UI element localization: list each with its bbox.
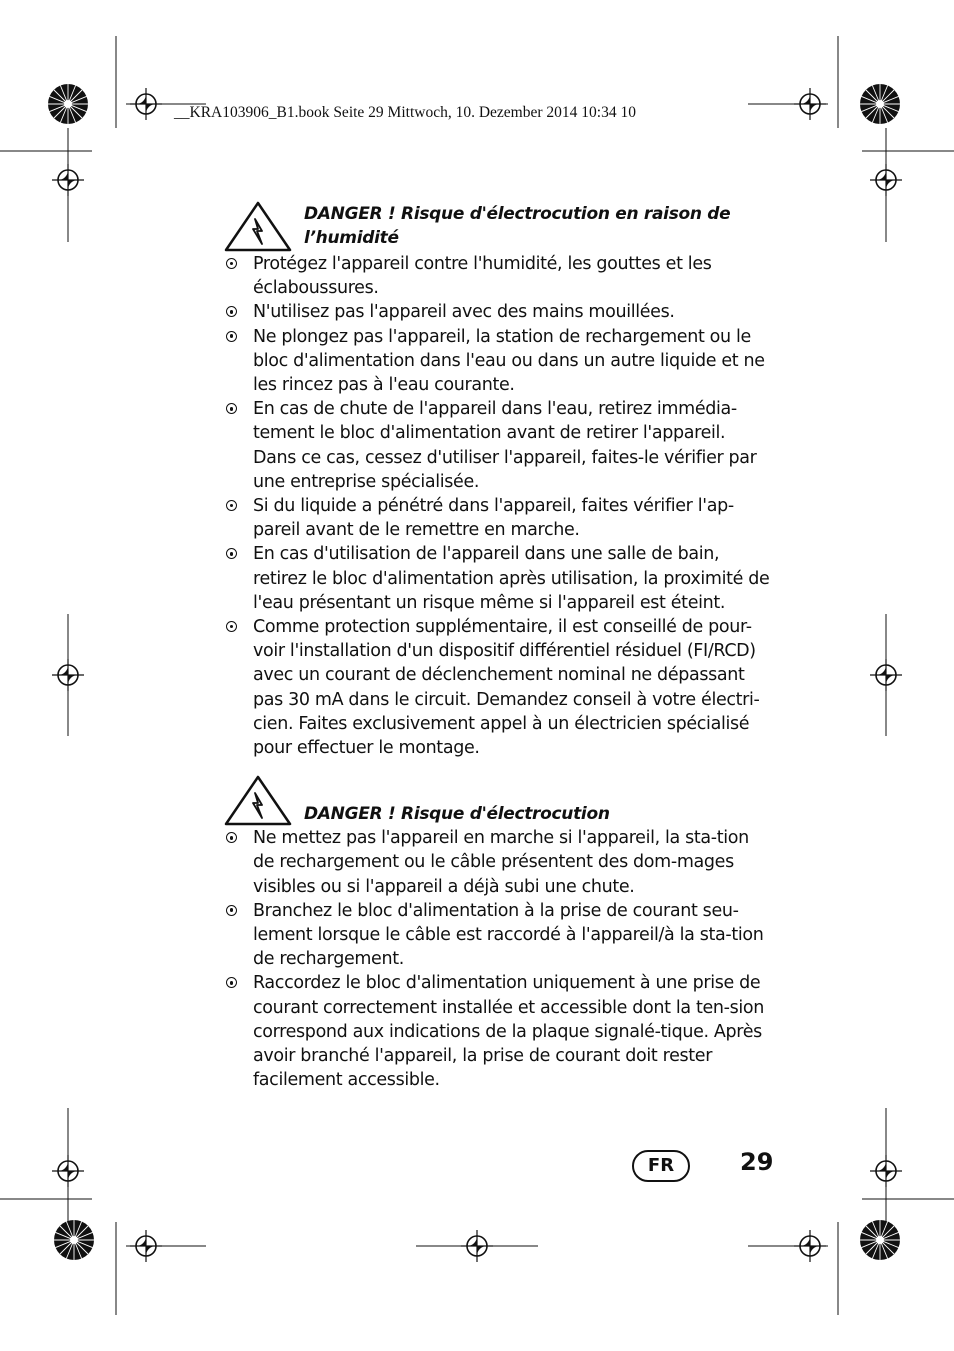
bullet-icon [226,832,237,843]
bullet-icon [226,621,237,632]
bullet-icon [226,403,237,414]
safety-instructions [224,200,772,1093]
warning-title: DANGER ! Risque d'électrocution [304,804,610,825]
page-number: 29 [740,1148,774,1176]
warning-title: DANGER ! Risque d'électrocution en raison de l’humidité [304,204,731,248]
bullet-icon [226,258,237,269]
bullet-icon [226,977,237,988]
list-item: N'utilisez pas l'appareil avec des mains mouillées. [224,300,772,324]
list-item: Raccordez le bloc d'alimentation uniquement à une prise de courant correctement installée et accessible dont la ten-sion correspond aux indications de la plaque signalé-tique. Après avoir branché l'appareil, la prise de courant doit rester facilement accessible. [224,971,772,1092]
list-item: Si du liquide a pénétré dans l'appareil, faites vérifier l'ap-pareil avant de le remettre en marche. [224,494,772,542]
warning-heading [224,774,772,826]
bullet-icon [226,331,237,342]
bullet-icon [226,548,237,559]
high-voltage-warning-icon [224,774,292,826]
high-voltage-warning-icon [224,200,292,252]
bullet-icon [226,905,237,916]
bullet-icon [226,306,237,317]
list-item: En cas d'utilisation de l'appareil dans une salle de bain, retirez le bloc d'alimentation après utilisation, la proximité de l'eau présentant un risque même si l'appareil est éteint. [224,542,772,615]
warning-list [224,252,772,760]
list-item: Ne mettez pas l'appareil en marche si l'appareil, la sta-tion de rechargement ou le câble présentent des dom-mages visibles ou si l'appareil a déjà subi une chute. [224,826,772,899]
list-item: Branchez le bloc d'alimentation à la prise de courant seu-lement lorsque le câble est raccordé à l'appareil/à la sta-tion de rechargement. [224,899,772,972]
print-slug-header: __KRA103906_B1.book Seite 29 Mittwoch, 10. Dezember 2014 10:34 10 [174,104,636,121]
list-item: Comme protection supplémentaire, il est conseillé de pour-voir l'installation d'un dispositif différentiel résiduel (FI/RCD) avec un courant de déclenchement nominal ne dépassant pas 30 mA dans le circuit. Demandez conseil à votre électri-cien. Faites exclusivement appel à un électricien spécialisé pour effectuer le montage. [224,615,772,760]
warning-list [224,826,772,1092]
list-item: Protégez l'appareil contre l'humidité, les gouttes et les éclaboussures. [224,252,772,300]
warning-heading [224,200,772,252]
list-item: En cas de chute de l'appareil dans l'eau, retirez immédia-tement le bloc d'alimentation avant de retirer l'appareil. Dans ce cas, cessez d'utiliser l'appareil, faites-le vérifier par une entreprise spécialisée. [224,397,772,494]
bullet-icon [226,500,237,511]
language-badge: FR [632,1150,690,1182]
list-item: Ne plongez pas l'appareil, la station de rechargement ou le bloc d'alimentation dans l'eau ou dans un autre liquide et ne les rincez pas à l'eau courante. [224,325,772,398]
